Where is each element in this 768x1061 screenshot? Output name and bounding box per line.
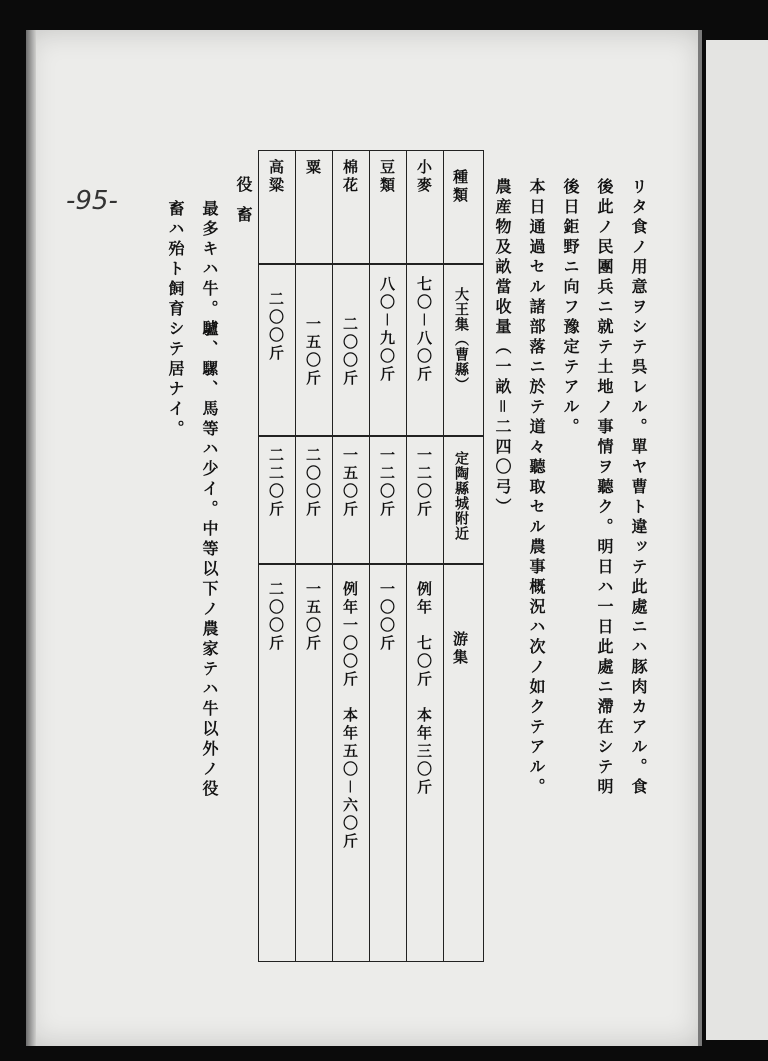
row-beans-c3: 一〇〇斤 (378, 581, 396, 653)
header-col-1: 大王集（曹縣） (453, 287, 469, 392)
livestock-line-1: 最多キハ牛。驢、騾、馬等ハ少イ。中等以下ノ農家テハ牛以外ノ役 (200, 200, 219, 800)
row-millet-c2: 二〇〇斤 (304, 447, 322, 519)
page-number: -95- (66, 186, 118, 216)
row-wheat-c1: 七〇－八〇斤 (415, 276, 433, 385)
row-wheat-c2: 一二〇斤 (415, 447, 433, 519)
row-kind-beans: 豆類 (378, 159, 396, 195)
row-cotton-c3: 例年一〇〇斤 本年五〇－六〇斤 (341, 581, 359, 852)
row-kind-sorghum: 高粱 (267, 159, 285, 195)
row-kind-wheat: 小麥 (415, 159, 433, 195)
row-cotton-c1: 二〇〇斤 (341, 316, 359, 388)
section-heading-livestock: 役畜 (234, 176, 253, 236)
crop-yield-table (258, 150, 484, 962)
row-beans-c1: 八〇－九〇斤 (378, 276, 396, 385)
header-col-2: 定陶縣城附近 (453, 451, 469, 541)
row-sorghum-c3: 二〇〇斤 (267, 581, 285, 653)
adjacent-page (706, 40, 768, 1040)
text-line-3: 後日鉅野ニ向フ豫定テアル。 (561, 178, 580, 438)
row-kind-cotton: 棉花 (341, 159, 359, 195)
header-col-3: 游集 (451, 631, 469, 667)
row-millet-c1: 一五〇斤 (304, 316, 322, 388)
header-kind: 種類 (451, 169, 469, 205)
row-kind-millet: 粟 (304, 159, 322, 177)
row-sorghum-c1: 二〇〇斤 (267, 291, 285, 363)
row-beans-c2: 一二〇斤 (378, 447, 396, 519)
text-line-1: リタ食ノ用意ヲシテ呉レル。單ヤ曹ト違ッテ此處ニハ豚肉カアル。食 (629, 178, 648, 798)
text-line-5: 農産物及畝當收量（一畝＝二四〇弓） (493, 178, 512, 519)
row-millet-c3: 一五〇斤 (304, 581, 322, 653)
livestock-line-2: 畜ハ殆ト飼育シテ居ナイ。 (166, 200, 185, 440)
row-wheat-c3: 例年 七〇斤 本年三〇斤 (415, 581, 433, 797)
text-line-4: 本日通過セル諸部落ニ於テ道々聽取セル農事概況ハ次ノ如クテアル。 (527, 178, 546, 798)
row-sorghum-c2: 二二〇斤 (267, 447, 285, 519)
text-line-2: 後此ノ民團兵ニ就テ土地ノ事情ヲ聽ク。明日ハ一日此處ニ滯在シテ明 (595, 178, 614, 798)
row-cotton-c2: 一五〇斤 (341, 447, 359, 519)
